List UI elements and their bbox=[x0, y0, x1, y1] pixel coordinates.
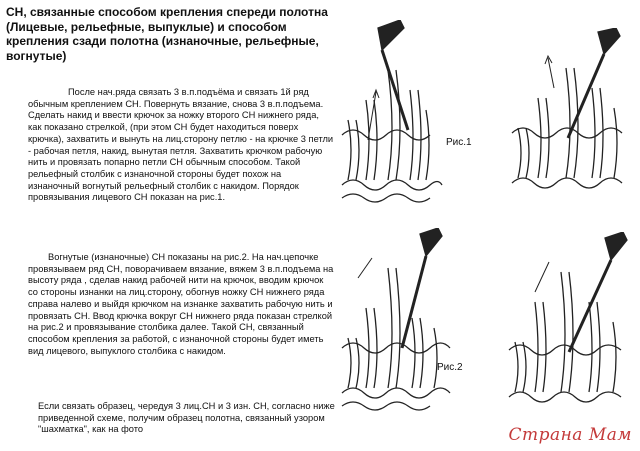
page-title: СН, связанные способом крепления спереди полотна (Лицевые, рельефные, выпуклые) и способом крепления сзади полотна (изнаночные, рельефные, вогнутые) bbox=[6, 5, 328, 63]
paragraph-checkerboard: Если связать образец, чередуя 3 лиц.СН и 3 изн. СН, согласно ниже приведенной схеме, получим образец полотна, связанный узором "шахматка", как на фото bbox=[38, 401, 335, 435]
figure-1-caption: Рис.1 bbox=[446, 137, 472, 148]
paragraph-back-post: Вогнутые (изнаночные) СН показаны на рис.2. На нач.цепочке провязываем ряд СН, поворачиваем вязание, вяжем 3 в.п.подъема на высоту ряда , сделав накид рабочей нити на крючок, вводим крючок со стороны изнанки на лиц.сторону, обогнув ножку СН нижнего ряда справа налево и выйдя крючком на изнанке захватить рабочую нить и провязать СН. Ввод крючка вокруг СН нижнего ряда показан стрелкой на рис.2 и провязывание столбика далее. Такой СН, связанный способом крепления за работой, с изнаночной стороны будет иметь вид лицевого, выпуклого столбика с накидом. bbox=[28, 252, 334, 356]
figure-2-right-illustration bbox=[505, 232, 635, 412]
figure-1-right-illustration bbox=[508, 28, 638, 198]
watermark-logo: Страна Мам bbox=[508, 425, 632, 445]
figure-2-left-illustration bbox=[338, 228, 458, 418]
figure-1-left-illustration bbox=[338, 20, 443, 210]
figure-2-caption: Рис.2 bbox=[437, 362, 463, 373]
paragraph-front-post: После нач.ряда связать 3 в.п.подъёма и связать 1й ряд обычным креплением СН. Повернуть вязание, снова 3 в.п.подъема. Сделать накид и ввести крючок за ножку второго СН нижнего ряда, как показано стрелкой, (при этом СН будет находиться поверх крючка), захватить и вынуть на лиц.сторону петлю - на крючке 3 петли - рабочая петля, накид, вынутая петля. Захватить крючком рабочую нить и провязать попарно петли СН обычным способом. Такой рельефный столбик с изнаночной стороны будет похож на изнаночный вогнутый рельефный столбик с накидом. Порядок провязывания лицевого СН показан на рис.1. bbox=[28, 87, 334, 203]
